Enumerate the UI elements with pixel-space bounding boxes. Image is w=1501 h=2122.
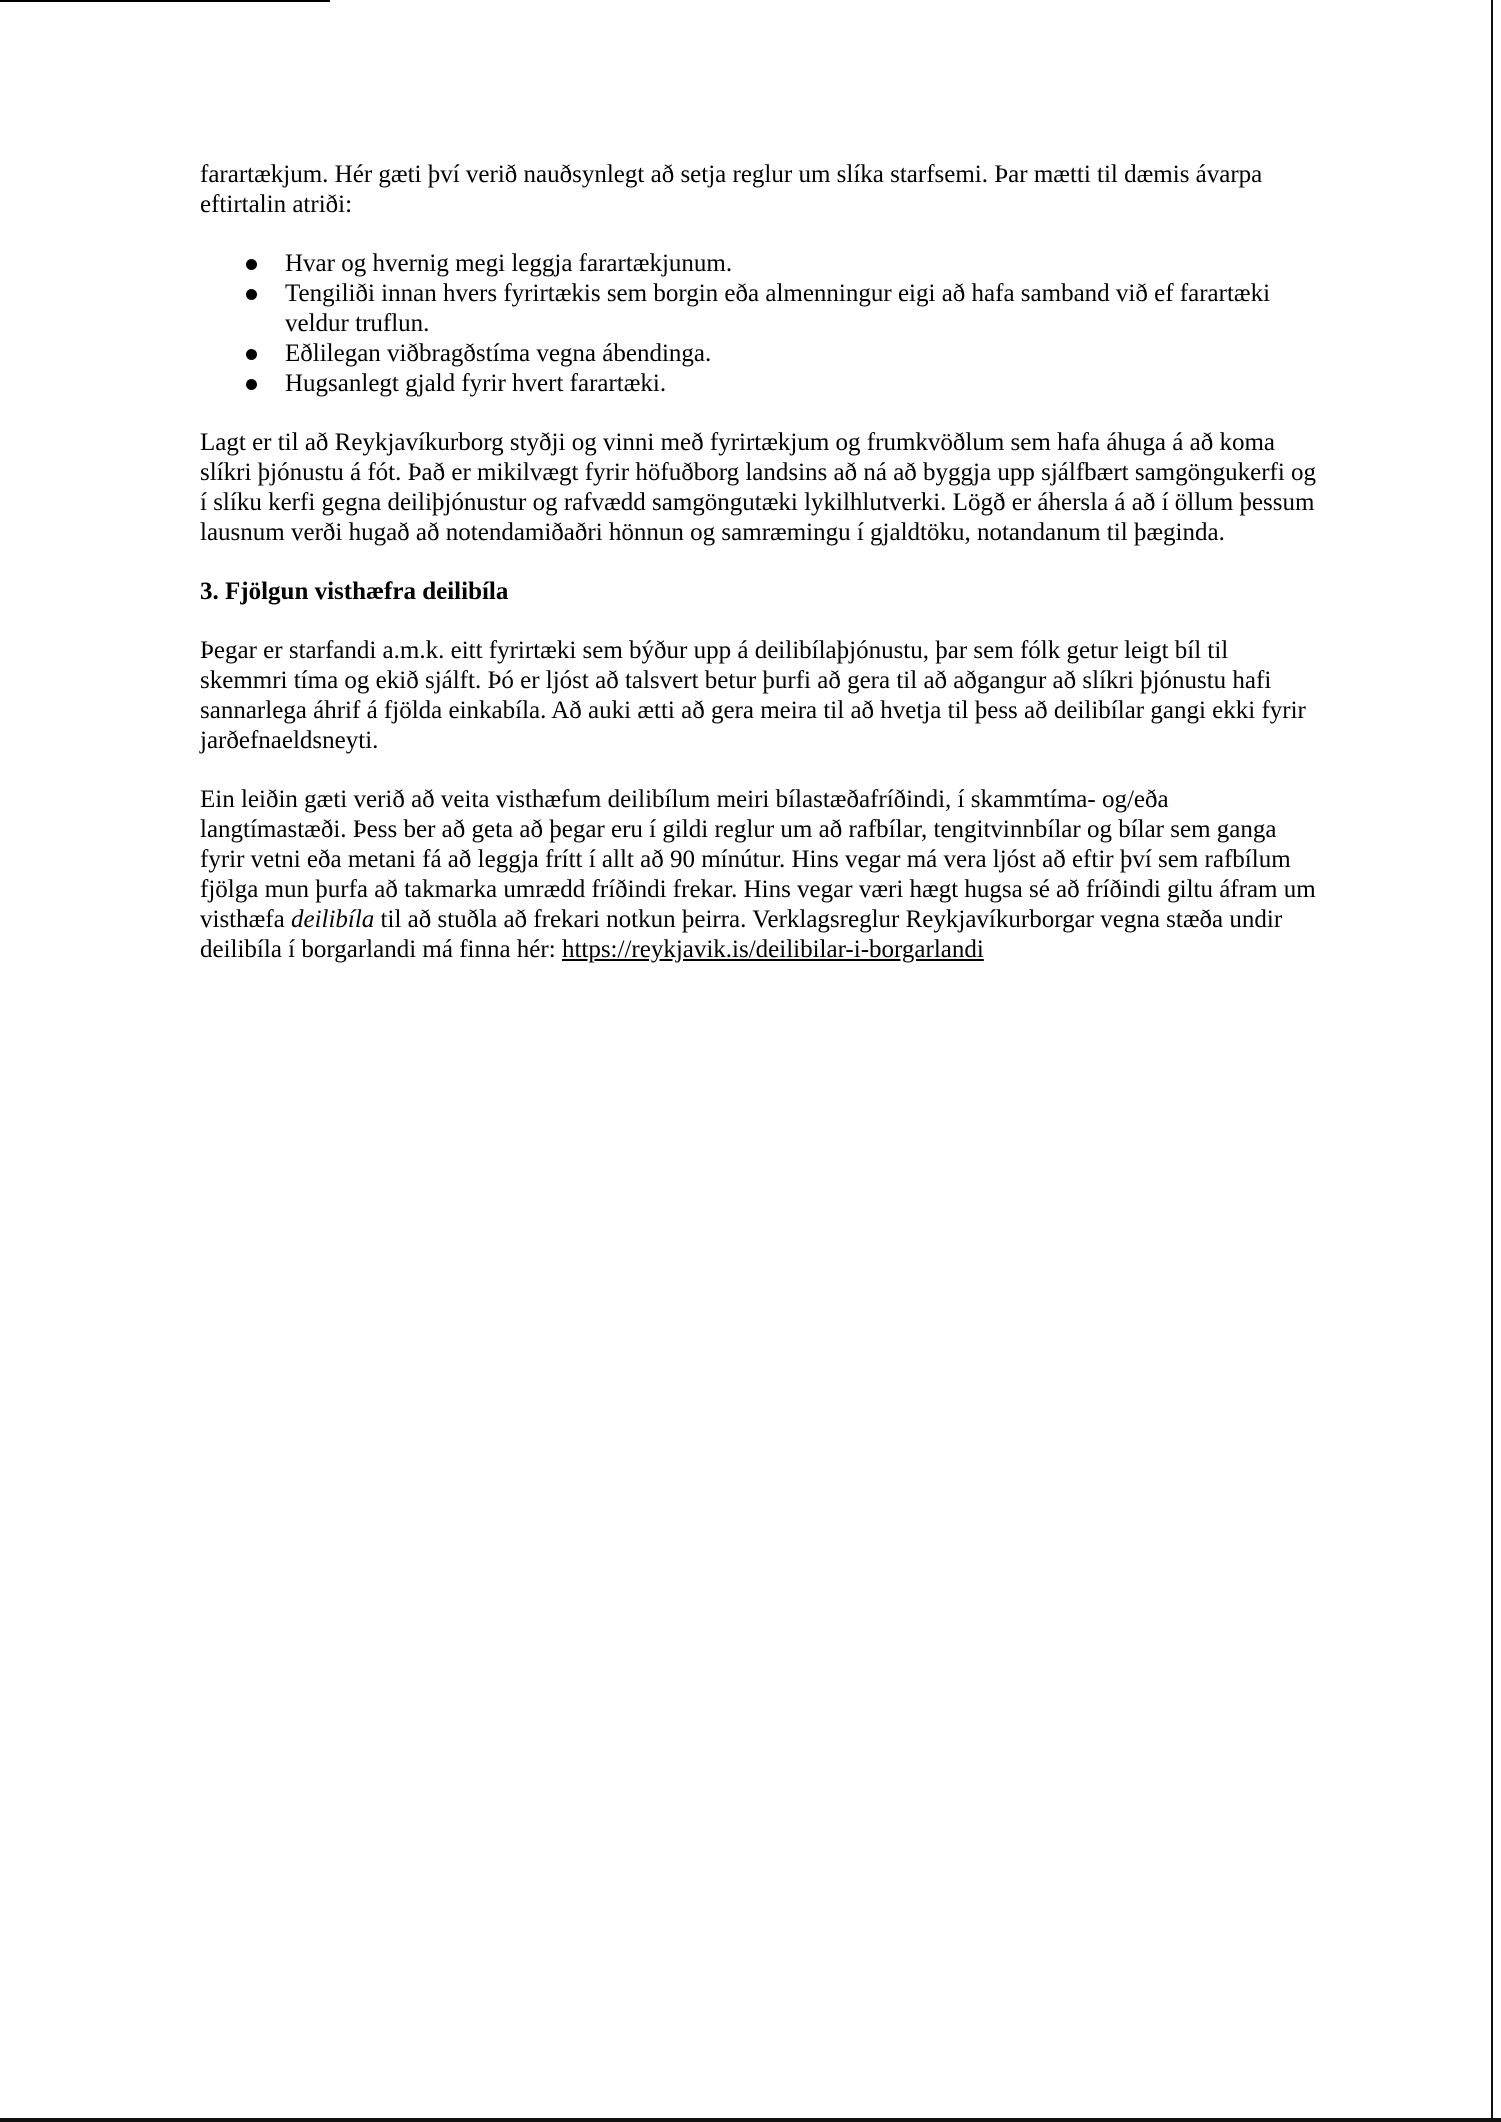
carshare-paragraph: Þegar er starfandi a.m.k. eitt fyrirtæki sem býður upp á deilibílaþjónustu, þar sem fólk getur leigt bíl til skemmri tíma og ekið sjálft. Þó er ljóst að talsvert betur þurfi að gera til að aðgangur að slíkri þjónustu hafi sannarlega áhrif á fjölda einkabíla. Að auki ætti að gera meira til að hvetja til þess að deilibílar gangi ekki fyrir jarðefnaeldsneyti. (200, 637, 1306, 754)
scan-edge-right (1491, 0, 1493, 2122)
list-item (200, 249, 1320, 279)
parking-text-start: Ein leiðin gæti verið að veita visthæfum deilibílum meiri bílastæðafríðindi, í skammtíma- og/eða langtímastæði. Þess ber að geta að þegar eru í gildi reglur um að rafbílar, tengitvinnbílar og bílar sem ganga fyrir vetni eða metani fá að leggja frítt í allt að 90 mínútur. Hins vegar má vera ljóst að eftir því sem rafbílum fjölga mun þurfa að takmarka umrædd fríðindi frekar. Hins vegar væri hægt hugsa sé að fríðindi giltu áfram um visthæfa (200, 786, 1316, 933)
proposal-paragraph: Lagt er til að Reykjavíkurborg styðji og vinni með fyrirtækjum og frumkvöðlum sem hafa áhuga á að koma slíkri þjónustu á fót. Það er mikilvægt fyrir höfuðborg landsins að ná að byggja upp sjálfbært samgöngukerfi og í slíku kerfi gegna deiliþjónustur og rafvædd samgöngutæki lykilhlutverki. Lögð er áhersla á að í öllum þessum lausnum verði hugað að notendamiðaðri hönnun og samræmingu í gjaldtöku, notandanum til þæginda. (200, 429, 1317, 546)
list-item (200, 279, 1320, 339)
list-item-text: Hugsanlegt gjald fyrir hvert farartæki. (285, 370, 667, 397)
document-body (200, 160, 1320, 994)
emphasis-term: deilibíla (290, 906, 375, 933)
list-item-text: Hvar og hvernig megi leggja farartækjunum. (285, 250, 733, 277)
list-item (200, 369, 1320, 399)
requirements-list (200, 249, 1320, 399)
section-heading: 3. Fjölgun visthæfra deilibíla (200, 578, 509, 605)
scan-edge-bottom (0, 2118, 1501, 2122)
bullet-icon (246, 289, 257, 300)
bullet-icon (246, 259, 257, 270)
bullet-icon (246, 379, 257, 390)
list-item (200, 339, 1320, 369)
parking-paragraph (200, 785, 1320, 965)
list-item-text: Tengiliði innan hvers fyrirtækis sem borgin eða almenningur eigi að hafa samband við ef farartæki veldur truflun. (285, 280, 1271, 337)
list-item-text: Eðlilegan viðbragðstíma vegna ábendinga. (285, 340, 712, 367)
intro-paragraph: farartækjum. Hér gæti því verið nauðsynlegt að setja reglur um slíka starfsemi. Þar mætti til dæmis ávarpa eftirtalin atriði: (200, 161, 1263, 218)
scan-edge-top (0, 0, 330, 2)
reference-link[interactable]: https://reykjavik.is/deilibilar-i-borgarlandi (561, 936, 984, 963)
parking-text-end: til að stuðla að frekari notkun þeirra. Verklagsreglur Reykjavíkurborgar vegna stæða undir deilibíla í borgarlandi má finna hér: (200, 906, 1283, 963)
bullet-icon (246, 349, 257, 360)
